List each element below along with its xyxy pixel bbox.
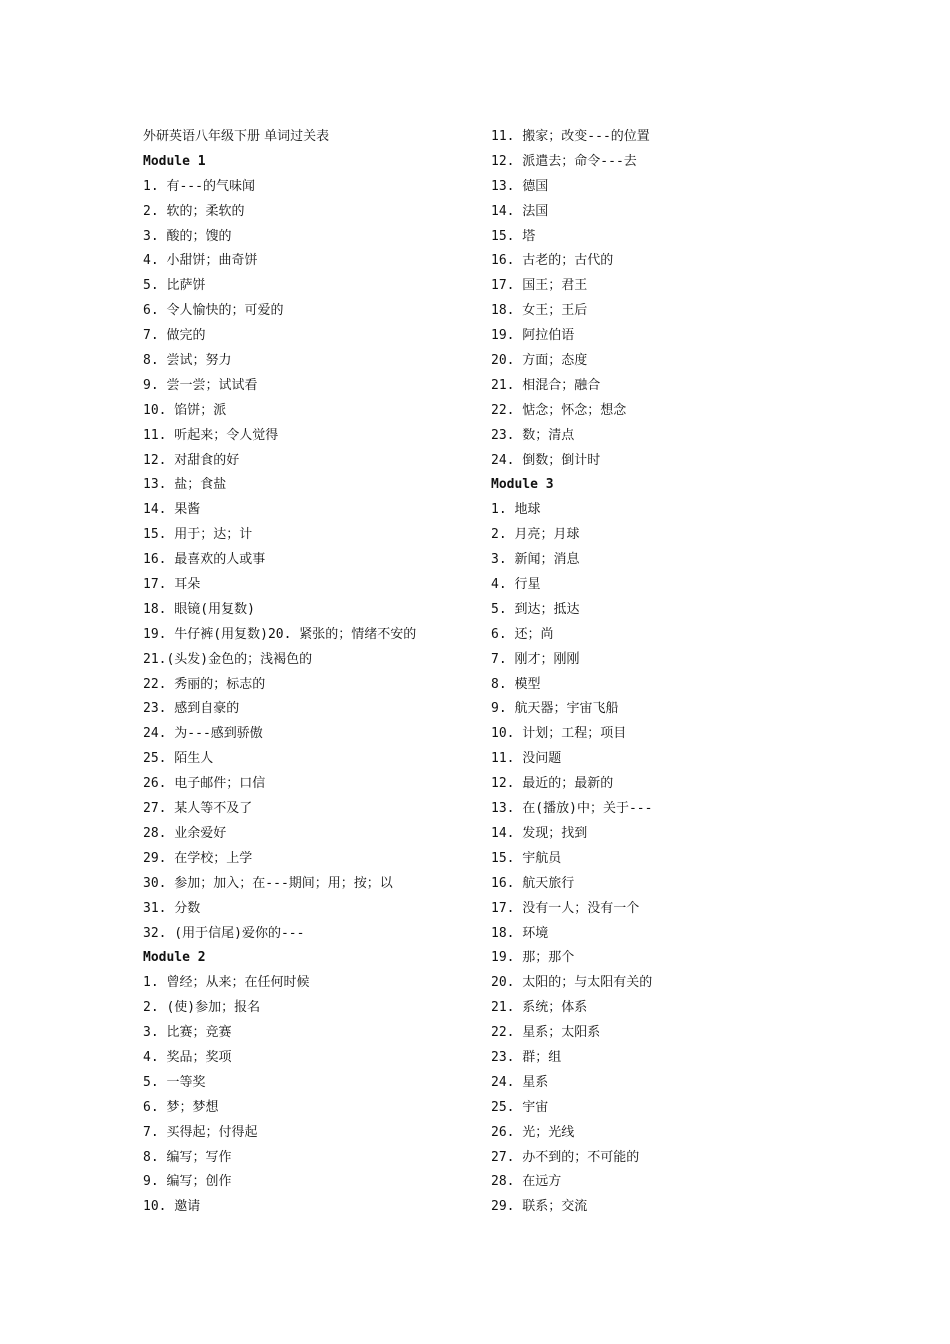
vocab-item: 8. 尝试；努力 [143, 353, 232, 369]
vocab-item: 7. 买得起；付得起 [143, 1124, 258, 1140]
vocab-item: 24. 倒数；倒计时 [491, 452, 601, 468]
vocab-item: 3. 比赛；竞赛 [143, 1025, 232, 1041]
vocab-item: 25. 宇宙 [491, 1099, 549, 1115]
vocab-item: 6. 令人愉快的；可爱的 [143, 303, 284, 319]
vocab-item: 22. 秀丽的；标志的 [143, 676, 266, 692]
vocab-item: 16. 古老的；古代的 [491, 253, 614, 269]
vocab-item: 26. 光；光线 [491, 1124, 575, 1140]
vocab-item: 11. 听起来；令人觉得 [143, 427, 279, 443]
vocab-item: 6. 梦；梦想 [143, 1099, 219, 1115]
vocab-item: 26. 电子邮件；口信 [143, 776, 266, 792]
vocab-item: 2. 月亮；月球 [491, 527, 580, 543]
vocab-item: 5. 比萨饼 [143, 278, 206, 294]
vocab-item: 13. 盐；食盐 [143, 477, 227, 493]
vocab-item: 2. (使)参加；报名 [143, 1000, 261, 1016]
vocab-item: 14. 法国 [491, 203, 549, 219]
vocab-item: 16. 最喜欢的人或事 [143, 552, 266, 568]
vocab-item: 19. 阿拉伯语 [491, 328, 575, 344]
vocab-item: 27. 某人等不及了 [143, 801, 253, 817]
vocab-item: 4. 奖品；奖项 [143, 1049, 232, 1065]
vocab-item: 5. 到达；抵达 [491, 601, 580, 617]
vocab-item: 15. 宇航员 [491, 850, 562, 866]
vocab-item: 8. 模型 [491, 676, 541, 692]
document-title: 外研英语八年级下册 单词过关表 [143, 129, 330, 144]
vocab-item: 29. 联系；交流 [491, 1199, 588, 1215]
vocab-item: 17. 耳朵 [143, 577, 201, 593]
vocab-item: 19. 牛仔裤(用复数)20. 紧张的；情绪不安的 [143, 626, 417, 642]
vocab-item: 10. 邀请 [143, 1199, 201, 1215]
vocab-item: 8. 编写；写作 [143, 1149, 232, 1165]
vocab-item: 3. 酸的；馊的 [143, 228, 232, 244]
vocab-item: 21. 相混合；融合 [491, 377, 601, 393]
vocab-item: 11. 搬家；改变---的位置 [491, 129, 650, 144]
right-column [491, 125, 821, 1220]
module-heading: Module 1 [143, 153, 206, 169]
vocab-item: 24. 为---感到骄傲 [143, 726, 263, 742]
vocab-item: 9. 编写；创作 [143, 1174, 232, 1190]
vocab-item: 19. 那；那个 [491, 950, 575, 966]
vocab-item: 17. 国王；君王 [491, 278, 588, 294]
vocab-item: 4. 小甜饼；曲奇饼 [143, 253, 258, 269]
vocab-item: 11. 没问题 [491, 751, 562, 767]
vocab-item: 10. 计划；工程；项目 [491, 726, 627, 742]
vocab-item: 18. 眼镜(用复数) [143, 601, 255, 617]
vocab-item: 5. 一等奖 [143, 1074, 206, 1090]
vocab-item: 13. 德国 [491, 178, 549, 194]
vocab-item: 29. 在学校；上学 [143, 850, 253, 866]
vocab-item: 10. 馅饼；派 [143, 402, 227, 418]
left-column [143, 125, 473, 1220]
vocab-item: 21. 系统；体系 [491, 1000, 588, 1016]
vocab-item: 6. 还；尚 [491, 626, 554, 642]
module-heading: Module 3 [491, 477, 554, 493]
vocab-item: 15. 塔 [491, 228, 536, 244]
vocab-item: 18. 环境 [491, 925, 549, 941]
vocab-item: 7. 刚才；刚刚 [491, 651, 580, 667]
vocab-item: 21.(头发)金色的；浅褐色的 [143, 651, 313, 667]
vocab-item: 20. 方面；态度 [491, 353, 588, 369]
vocab-item: 12. 对甜食的好 [143, 452, 240, 468]
vocab-item: 32. (用于信尾)爱你的--- [143, 925, 305, 941]
vocab-item: 4. 行星 [491, 577, 541, 593]
vocab-item: 17. 没有一人；没有一个 [491, 900, 640, 916]
vocab-item: 14. 发现；找到 [491, 825, 588, 841]
vocab-item: 2. 软的；柔软的 [143, 203, 245, 219]
vocab-item: 22. 星系；太阳系 [491, 1025, 601, 1041]
module-heading: Module 2 [143, 950, 206, 966]
vocab-item: 12. 最近的；最新的 [491, 776, 614, 792]
vocab-item: 9. 航天器；宇宙飞船 [491, 701, 619, 717]
vocab-item: 1. 曾经；从来；在任何时候 [143, 975, 310, 991]
vocab-item: 23. 感到自豪的 [143, 701, 240, 717]
vocab-item: 30. 参加；加入；在---期间；用；按；以 [143, 875, 393, 891]
vocab-item: 27. 办不到的；不可能的 [491, 1149, 640, 1165]
vocab-item: 18. 女王；王后 [491, 303, 588, 319]
vocab-item: 14. 果酱 [143, 502, 201, 518]
vocab-item: 3. 新闻；消息 [491, 552, 580, 568]
vocab-item: 1. 有---的气味闻 [143, 178, 255, 194]
vocab-item: 25. 陌生人 [143, 751, 214, 767]
vocab-item: 31. 分数 [143, 900, 201, 916]
vocab-item: 28. 在远方 [491, 1174, 562, 1190]
vocab-item: 15. 用于；达；计 [143, 527, 253, 543]
vocab-item: 22. 惦念；怀念；想念 [491, 402, 627, 418]
vocab-item: 1. 地球 [491, 502, 541, 518]
vocab-item: 12. 派遣去；命令---去 [491, 153, 637, 169]
vocab-item: 20. 太阳的；与太阳有关的 [491, 975, 653, 991]
vocab-item: 28. 业余爱好 [143, 825, 227, 841]
vocab-item: 7. 做完的 [143, 328, 206, 344]
vocab-item: 16. 航天旅行 [491, 875, 575, 891]
vocab-item: 9. 尝一尝；试试看 [143, 377, 258, 393]
vocab-item: 23. 群；组 [491, 1049, 562, 1065]
vocab-item: 24. 星系 [491, 1074, 549, 1090]
vocab-item: 23. 数；清点 [491, 427, 575, 443]
vocab-item: 13. 在(播放)中；关于--- [491, 801, 653, 817]
